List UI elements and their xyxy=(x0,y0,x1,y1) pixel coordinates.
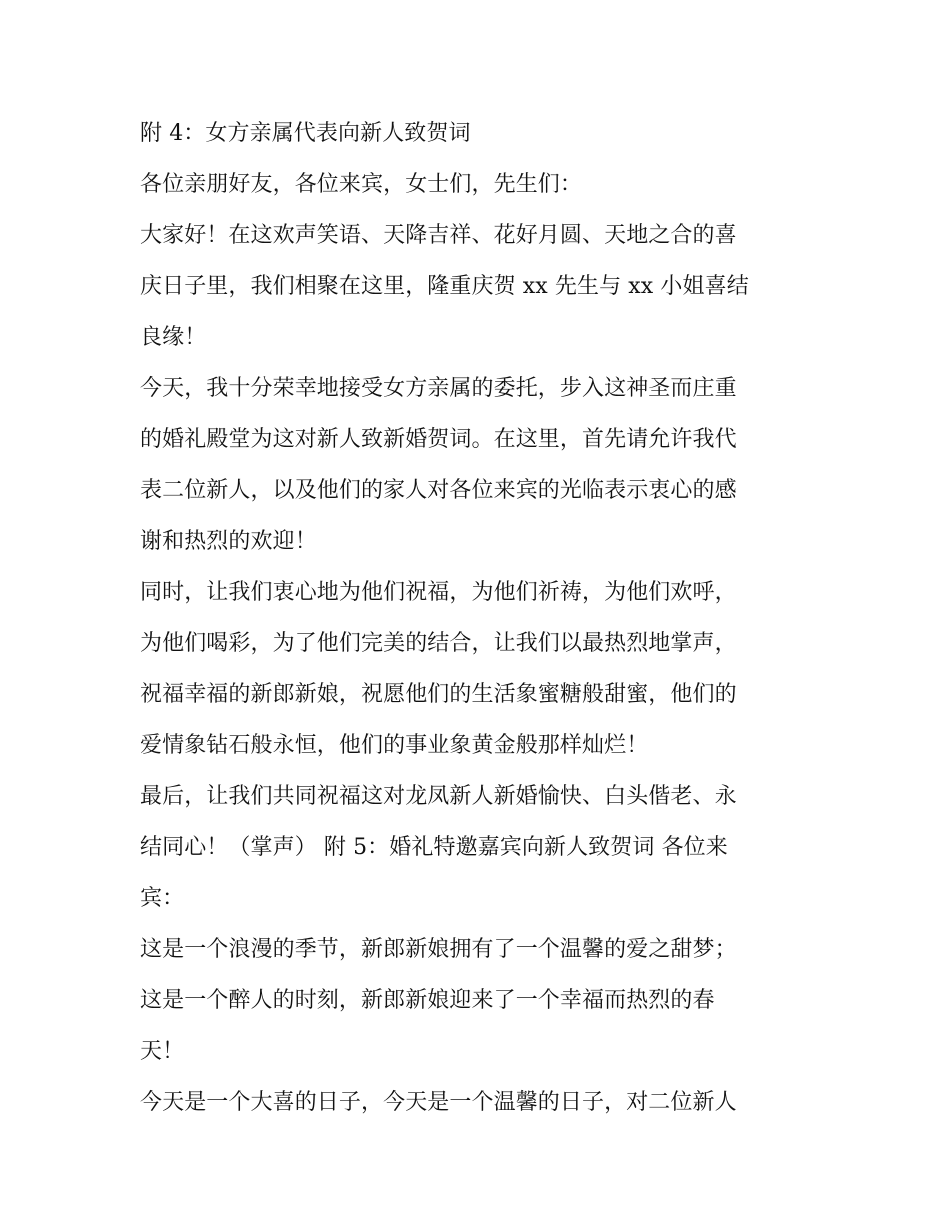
text-line: 这是一个醉人的时刻，新郎新娘迎来了一个幸福而热烈的春 xyxy=(140,988,715,1013)
text-line: 今天是一个大喜的日子，今天是一个温馨的日子，对二位新人 xyxy=(140,1090,737,1115)
document-heading: 附 4：女方亲属代表向新人致贺词 xyxy=(140,121,471,146)
text-line: 结同心！（掌声） 附 5：婚礼特邀嘉宾向新人致贺词 各位来 xyxy=(140,835,728,860)
text-line: 良缘！ xyxy=(140,325,207,350)
text-line: 为他们喝彩，为了他们完美的结合，让我们以最热烈地掌声， xyxy=(140,631,737,656)
salutation-line: 各位亲朋好友，各位来宾，女士们，先生们： xyxy=(140,172,583,197)
document-body xyxy=(140,108,812,1128)
text-line: 祝福幸福的新郎新娘，祝愿他们的生活象蜜糖般甜蜜，他们的 xyxy=(140,682,737,707)
text-line: 宾： xyxy=(140,886,185,911)
text-line: 大家好！在这欢声笑语、天降吉祥、花好月圆、天地之合的喜 xyxy=(140,223,737,248)
text-line: 爱情象钻石般永恒，他们的事业象黄金般那样灿烂！ xyxy=(140,733,649,758)
text-line: 天！ xyxy=(140,1039,185,1064)
text-line: 庆日子里，我们相聚在这里，隆重庆贺 xx 先生与 xx 小姐喜结 xyxy=(140,274,749,299)
text-line: 表二位新人，以及他们的家人对各位来宾的光临表示衷心的感 xyxy=(140,478,737,503)
text-line: 今天，我十分荣幸地接受女方亲属的委托，步入这神圣而庄重 xyxy=(140,376,737,401)
text-line: 同时，让我们衷心地为他们祝福，为他们祈祷，为他们欢呼， xyxy=(140,580,737,605)
text-line: 最后，让我们共同祝福这对龙凤新人新婚愉快、白头偕老、永 xyxy=(140,784,737,809)
text-line: 的婚礼殿堂为这对新人致新婚贺词。在这里，首先请允许我代 xyxy=(140,427,737,452)
text-line: 谢和热烈的欢迎！ xyxy=(140,529,317,554)
text-line: 这是一个浪漫的季节，新郎新娘拥有了一个温馨的爱之甜梦； xyxy=(140,937,737,962)
